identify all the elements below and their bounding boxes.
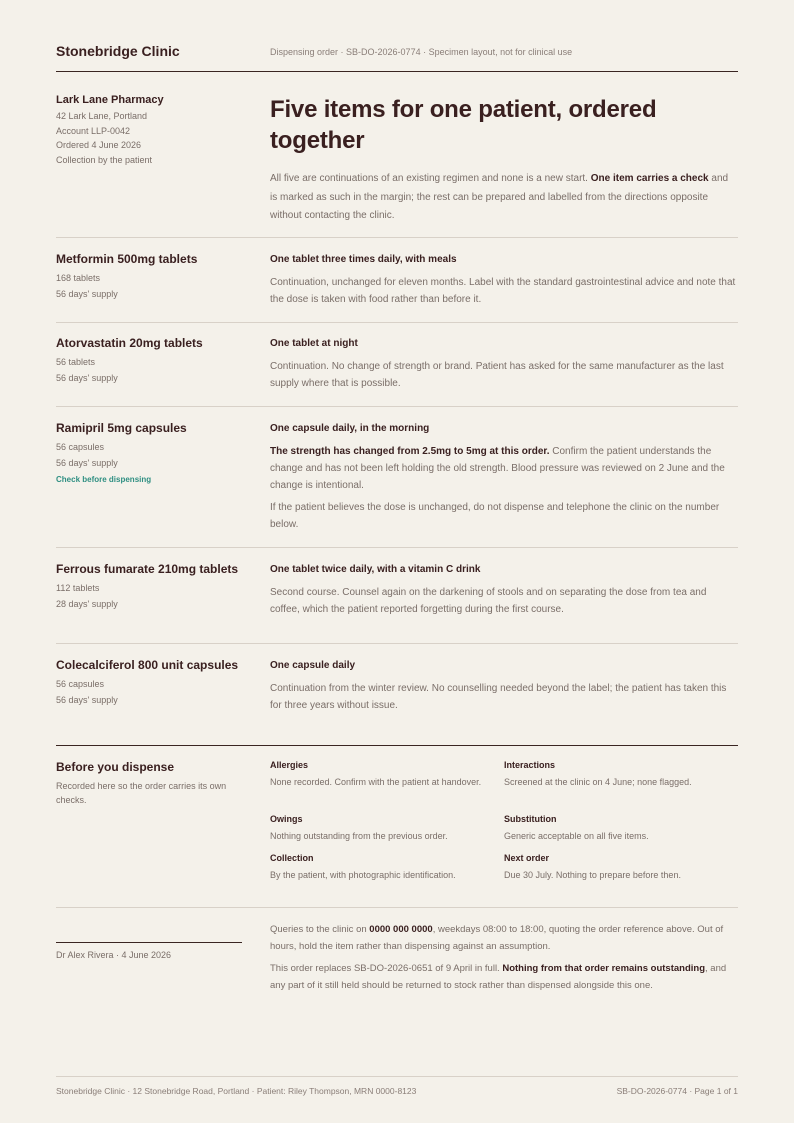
medication-supply: 56 days' supply	[56, 694, 118, 705]
clinic-phone: 0000 000 0000	[369, 924, 433, 935]
divider	[56, 907, 738, 908]
collection-method: Collection by the patient	[56, 154, 153, 165]
pharmacy-name: Lark Lane Pharmacy	[56, 94, 164, 106]
before-dispense-label	[56, 760, 246, 807]
item-directions-ramipril	[270, 423, 738, 533]
item-label-ramipril	[56, 420, 246, 484]
dosage-direction: One capsule daily, in the morning	[270, 423, 430, 434]
queries-note: Queries to the clinic on 0000 000 0000, weekdays 08:00 to 18:00, quoting the order reference above. Out of hours, hold the item rather than dispensing against an assumption.	[270, 924, 724, 952]
dispensing-note: The strength has changed from 2.5mg to 5mg at this order. Confirm the patient understands the change and has not been left holding the old strength. Blood pressure was reviewed on 2 June and the change is intentional.	[270, 446, 725, 491]
replacement-note: This order replaces SB-DO-2026-0651 of 9 April in full. Nothing from that order remains outstanding, and any part of it still held should be returned to stock rather than dispensed alongside this one.	[270, 963, 727, 991]
medication-supply: 56 days' supply	[56, 288, 118, 299]
medication-quantity: 56 tablets	[56, 357, 96, 367]
dispensing-note: Continuation from the winter review. No counselling needed beyond the label; the patient has taken this for three years without issue.	[270, 683, 727, 711]
section-subtitle: Recorded here so the order carries its own checks.	[56, 781, 227, 805]
clinic-name: Stonebridge Clinic	[56, 43, 180, 59]
divider	[56, 322, 738, 323]
dosage-direction: One capsule daily	[270, 660, 356, 671]
item-directions-ferrous-fumarate	[270, 564, 738, 618]
headline-block	[270, 94, 738, 226]
section-title: Before you dispense	[56, 760, 175, 774]
dispensing-note: Continuation. No change of strength or brand. Patient has asked for the same manufacturer as the last supply where that is possible.	[270, 361, 724, 389]
signature-line	[56, 942, 242, 943]
medication-name: Ramipril 5mg capsules	[56, 421, 187, 435]
intro-paragraph: All five are continuations of an existing regimen and none is a new start. One item carries a check and is marked as such in the margin; the rest can be prepared and labelled from the directions opposite without contacting the clinic.	[270, 173, 729, 221]
signature: Dr Alex Rivera · 4 June 2026	[56, 950, 172, 960]
dosage-direction: One tablet three times daily, with meals	[270, 254, 457, 265]
dispensing-note: Continuation, unchanged for eleven months. Label with the standard gastrointestinal advice and note that the dose is taken with food rather than before it.	[270, 277, 736, 305]
order-reference: Dispensing order · SB-DO-2026-0774 · Specimen layout, not for clinical use	[270, 47, 573, 57]
medication-name: Metformin 500mg tablets	[56, 252, 198, 266]
medication-quantity: 112 tablets	[56, 583, 100, 593]
medication-name: Atorvastatin 20mg tablets	[56, 336, 203, 350]
medication-quantity: 168 tablets	[56, 273, 101, 283]
pharmacy-account: Account LLP-0042	[56, 125, 131, 136]
item-label-metformin	[56, 251, 246, 302]
section-divider	[56, 745, 738, 746]
check-flag: Check before dispensing	[56, 475, 152, 484]
medication-supply: 56 days' supply	[56, 372, 118, 383]
footer-divider	[56, 1076, 738, 1077]
footer-clinic-patient: Stonebridge Clinic · 12 Stonebridge Road, Portland · Patient: Riley Thompson, MRN 0000-8123	[56, 1086, 417, 1096]
page-header	[56, 0, 738, 72]
dosage-direction: One tablet at night	[270, 338, 358, 349]
queries-block	[270, 921, 738, 994]
medication-name: Ferrous fumarate 210mg tablets	[56, 562, 239, 576]
check-interactions: Interactions Screened at the clinic on 4 June; none flagged.	[504, 760, 692, 787]
check-owings: Owings Nothing outstanding from the previous order.	[270, 814, 448, 841]
dispensing-order-page	[56, 0, 738, 1123]
check-substitution: Substitution Generic acceptable on all five items.	[504, 814, 649, 841]
check-allergies: Allergies None recorded. Confirm with the patient at handover.	[270, 760, 482, 787]
page-title: Five items for one patient, ordered together	[270, 96, 657, 154]
medication-supply: 28 days' supply	[56, 598, 118, 609]
divider	[56, 237, 738, 238]
medication-quantity: 56 capsules	[56, 442, 105, 452]
divider	[56, 643, 738, 644]
medication-quantity: 56 capsules	[56, 679, 105, 689]
item-directions-metformin	[270, 254, 738, 308]
order-date: Ordered 4 June 2026	[56, 140, 142, 150]
dispensing-note: Second course. Counsel again on the darkening of stools and on separating the dose from tea and coffee, which the patient reported forgetting during the first course.	[270, 587, 707, 615]
item-directions-atorvastatin	[270, 338, 738, 392]
dosage-direction: One tablet twice daily, with a vitamin C drink	[270, 564, 481, 575]
divider	[56, 547, 738, 548]
medication-supply: 56 days' supply	[56, 457, 118, 468]
dispensing-note-secondary: If the patient believes the dose is unchanged, do not dispense and telephone the clinic on the number below.	[270, 502, 720, 530]
medication-name: Colecalciferol 800 unit capsules	[56, 658, 239, 672]
item-directions-colecalciferol	[270, 660, 738, 714]
divider	[56, 406, 738, 407]
pharmacy-block	[56, 94, 246, 167]
item-label-colecalciferol	[56, 657, 246, 708]
pharmacy-address: 42 Lark Lane, Portland	[56, 111, 148, 121]
check-next-order: Next order Due 30 July. Nothing to prepare before then.	[504, 853, 681, 880]
item-label-ferrous-fumarate	[56, 561, 246, 612]
footer-page-number: SB-DO-2026-0774 · Page 1 of 1	[616, 1086, 738, 1096]
item-label-atorvastatin	[56, 335, 246, 386]
check-collection: Collection By the patient, with photographic identification.	[270, 853, 456, 880]
